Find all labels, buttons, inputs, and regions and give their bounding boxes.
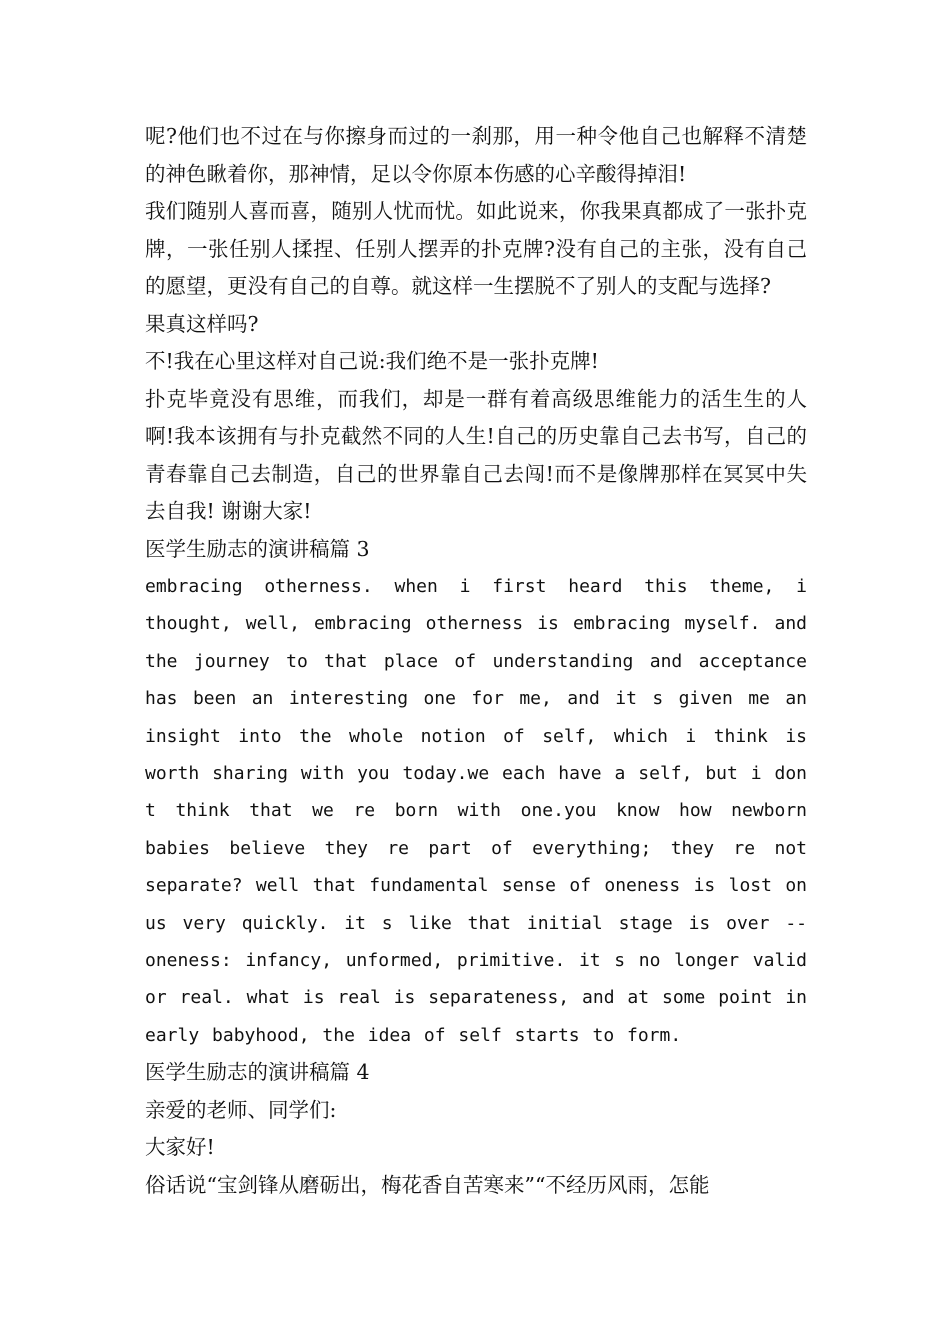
paragraph-answer: 不!我在心里这样对自己说:我们绝不是一张扑克牌!	[145, 349, 599, 373]
section-heading-4: 医学生励志的演讲稿篇 4	[145, 1060, 370, 1085]
paragraph-proverb: 俗话说“宝剑锋从磨砺出，梅花香自苦寒来”“不经历风雨，怎能	[145, 1172, 710, 1197]
paragraph-greeting: 亲爱的老师、同学们:	[145, 1097, 337, 1122]
paragraph-poker-card: 我们随别人喜而喜，随别人忧而忧。如此说来，你我果真都成了一张扑克牌，一张任别人揉捏、任别人摆弄的扑克牌?没有自己的主张，没有自己的愿望，更没有自己的自尊。就这样一生摆脱不了别人的支配与选择?	[145, 199, 807, 298]
section-heading-3: 医学生励志的演讲稿篇 3	[145, 536, 370, 561]
paragraph-conclusion: 扑克毕竟没有思维，而我们，却是一群有着高级思维能力的活生生的人啊!我本该拥有与扑克截然不同的人生!自己的历史靠自己去书写，自己的青春靠自己去制造，自己的世界靠自己去闯!而不是像牌那样在冥冥中失去自我! 谢谢大家!	[145, 386, 807, 523]
document-page	[145, 118, 807, 1204]
paragraph-hello: 大家好!	[145, 1135, 215, 1160]
paragraph-question: 果真这样吗?	[145, 311, 259, 336]
paragraph-english: embracing otherness. when i first heard this theme, i thought, well, embracing otherness is embracing myself. and the journey to that place of understanding and acceptance has been an interesting one for me, and it s given me an insight into the whole notion of self, which i think is worth sharing with you today.we each have a self, but i don t think that we re born with one.you know how newborn babies believe they re part of everything; they re not separate? well that fundamental sense of oneness is lost on us very quickly. it s like that initial stage is over -- oneness: infancy, unformed, primitive. it s no longer valid or real. what is real is separateness, and at some point in early babyhood, the idea of self starts to form.	[145, 576, 807, 1046]
paragraph-intro: 呢?他们也不过在与你擦身而过的一刹那，用一种令他自己也解释不清楚的神色瞅着你，那神情，足以令你原本伤感的心辛酸得掉泪!	[145, 124, 807, 186]
